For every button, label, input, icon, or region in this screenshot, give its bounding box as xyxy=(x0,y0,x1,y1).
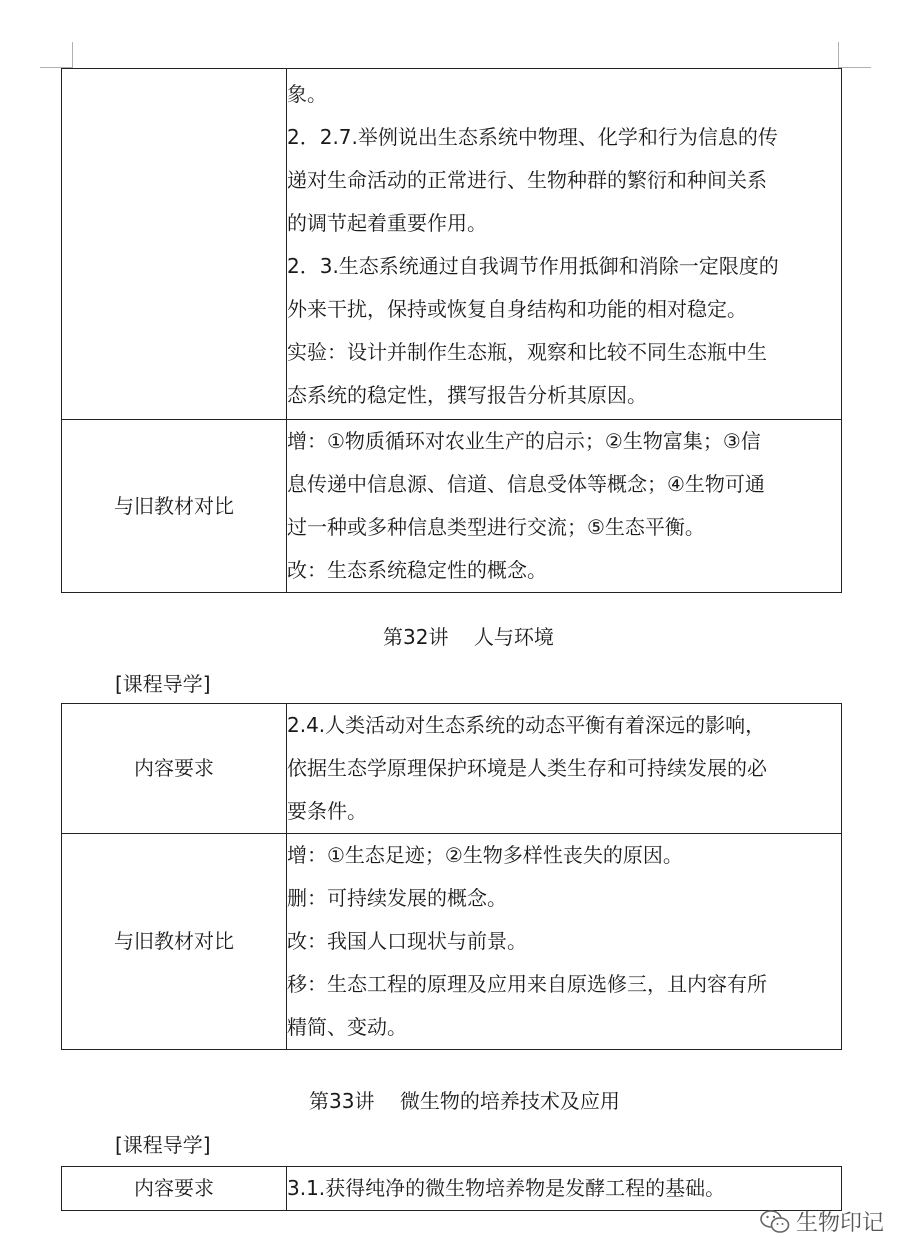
table-33 xyxy=(61,1166,842,1211)
text-line: 实验：设计并制作生态瓶，观察和比较不同生态瓶中生 xyxy=(287,340,767,364)
table-31-continued xyxy=(61,68,842,593)
text-line: 改：生态系统稳定性的概念。 xyxy=(287,558,547,582)
table-cell-comparison xyxy=(287,834,842,1050)
text-line: 态系统的稳定性，撰写报告分析其原因。 xyxy=(287,383,647,407)
row-label-comparison: 与旧教材对比 xyxy=(62,420,287,593)
table-cell-content-requirements xyxy=(287,69,842,420)
text-line: 息传递中信息源、信道、信息受体等概念；④生物可通 xyxy=(287,472,765,496)
crop-mark-left-vertical xyxy=(72,42,73,68)
text-line: 象。 xyxy=(287,82,327,106)
table-cell-comparison xyxy=(287,420,842,593)
table-row xyxy=(62,1167,842,1211)
section-heading-33: 第33讲 微生物的培养技术及应用 xyxy=(309,1089,620,1113)
text-line: 增：①生态足迹；②生物多样性丧失的原因。 xyxy=(287,843,683,867)
wechat-icon xyxy=(760,1209,790,1235)
text-line: 依据生态学原理保护环境是人类生存和可持续发展的必 xyxy=(287,756,767,780)
table-cell-content-requirements: 3.1.获得纯净的微生物培养物是发酵工程的基础。 xyxy=(287,1167,842,1211)
watermark xyxy=(760,1206,884,1237)
table-cell-empty xyxy=(62,69,287,420)
row-label-comparison: 与旧教材对比 xyxy=(62,834,287,1050)
crop-mark-right-horizontal xyxy=(839,67,871,68)
text-line: 移：生态工程的原理及应用来自原选修三，且内容有所 xyxy=(287,972,767,996)
table-row xyxy=(62,69,842,420)
text-line: 精简、变动。 xyxy=(287,1015,407,1039)
text-line: 递对生命活动的正常进行、生物种群的繁衍和种间关系 xyxy=(287,168,767,192)
text-line: 2．2.7.举例说出生态系统中物理、化学和行为信息的传 xyxy=(287,125,778,149)
table-row xyxy=(62,704,842,834)
watermark-text: 生物印记 xyxy=(796,1211,885,1236)
text-line: 过一种或多种信息类型进行交流；⑤生态平衡。 xyxy=(287,515,705,539)
text-line: 改：我国人口现状与前景。 xyxy=(287,929,527,953)
text-line: 的调节起着重要作用。 xyxy=(287,211,487,235)
section-heading-32: 第32讲 人与环境 xyxy=(383,625,554,649)
text-line: 删：可持续发展的概念。 xyxy=(287,886,507,910)
row-label-content-requirements: 内容要求 xyxy=(62,1167,287,1211)
table-row xyxy=(62,834,842,1050)
text-line: 增：①物质循环对农业生产的启示；②生物富集；③信 xyxy=(287,429,761,453)
text-line: 2.4.人类活动对生态系统的动态平衡有着深远的影响， xyxy=(287,713,766,737)
course-guide-label: [课程导学] xyxy=(115,672,211,696)
row-label-content-requirements: 内容要求 xyxy=(62,704,287,834)
text-line: 外来干扰，保持或恢复自身结构和功能的相对稳定。 xyxy=(287,297,747,321)
text-line: 2．3.生态系统通过自我调节作用抵御和消除一定限度的 xyxy=(287,254,779,278)
table-row xyxy=(62,420,842,593)
table-32 xyxy=(61,703,842,1050)
table-cell-content-requirements xyxy=(287,704,842,834)
crop-mark-right-vertical xyxy=(838,42,839,68)
course-guide-label: [课程导学] xyxy=(115,1133,211,1157)
text-line: 要条件。 xyxy=(287,799,367,823)
